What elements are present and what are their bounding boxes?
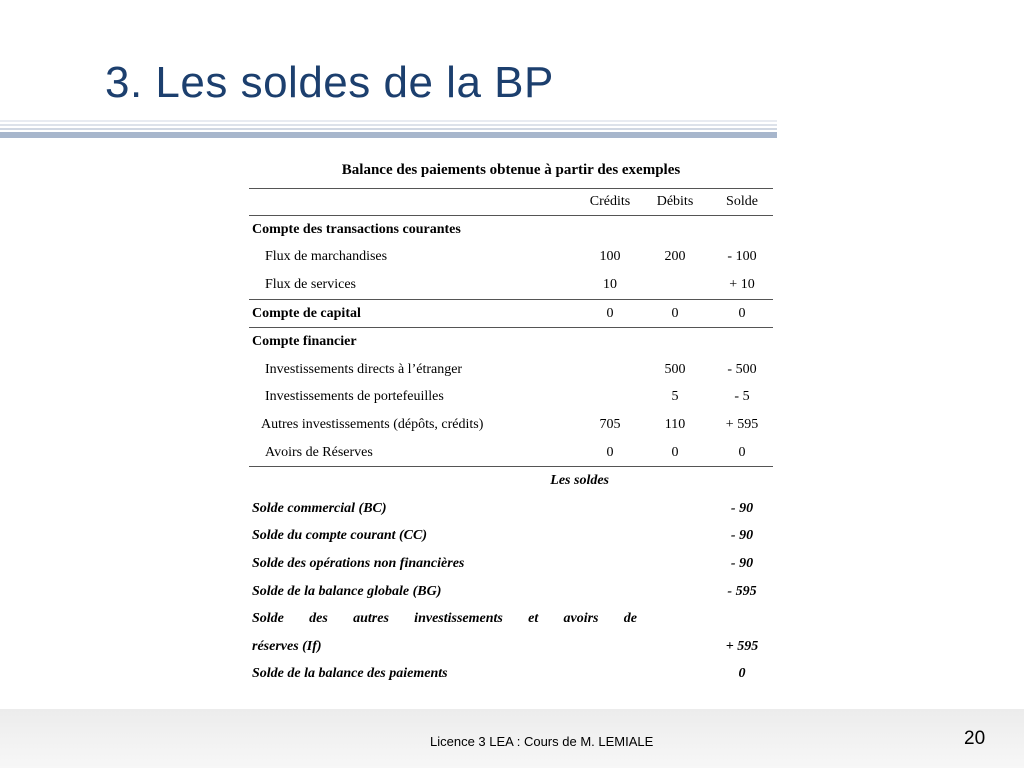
footer-text: Licence 3 LEA : Cours de M. LEMIALE (430, 734, 654, 749)
row-solde: - 100 (727, 249, 757, 265)
row-label: Avoirs de Réserves (265, 444, 373, 460)
table-caption: Balance des paiements obtenue à partir des exemples (341, 162, 681, 178)
header-credits: Crédits (581, 189, 639, 216)
row-credits: 705 (599, 416, 621, 432)
table-row (249, 439, 773, 467)
row-credits: 0 (606, 444, 614, 460)
table-row (249, 661, 773, 689)
row-solde: 0 (738, 444, 746, 460)
table-row (249, 384, 773, 412)
solde-value: 0 (738, 666, 746, 682)
section-header-row (249, 328, 773, 356)
row-solde: - 5 (734, 389, 750, 405)
section-title-financier: Compte financier (249, 328, 581, 356)
row-solde: + 595 (725, 416, 759, 432)
table-row (249, 356, 773, 384)
table-row (249, 271, 773, 299)
page-number: 20 (964, 728, 986, 749)
table-row (249, 605, 773, 633)
table-row (249, 523, 773, 551)
balance-table (249, 188, 773, 688)
balance-table-container (249, 152, 773, 688)
row-label: Investissements de portefeuilles (265, 389, 444, 405)
soldes-title-row (249, 467, 773, 495)
header-solde: Solde (711, 189, 773, 216)
row-credits: 10 (603, 276, 617, 292)
solde-label: Solde des opérations non financières (252, 555, 465, 571)
row-solde: - 500 (727, 361, 757, 377)
table-row (249, 411, 773, 439)
solde-value: - 90 (730, 528, 754, 544)
table-row-capital (249, 299, 773, 328)
row-debits: 500 (664, 361, 686, 377)
solde-value: - 90 (730, 500, 754, 516)
row-label: Flux de services (265, 276, 356, 292)
soldes-title: Les soldes (249, 467, 639, 495)
table-row (249, 633, 773, 661)
row-debits (639, 271, 711, 299)
table-row (249, 244, 773, 272)
table-row (249, 495, 773, 523)
row-debits: 0 (639, 299, 711, 328)
solde-value: - 90 (730, 555, 754, 571)
row-debits: 110 (664, 416, 686, 432)
solde-label: Solde de la balance globale (BG) (252, 583, 442, 599)
row-credits: 0 (581, 299, 639, 328)
row-solde: + 10 (729, 276, 755, 292)
section-title-transactions: Compte des transactions courantes (249, 216, 581, 244)
row-label: Autres investissements (dépôts, crédits) (261, 416, 484, 432)
row-credits (581, 356, 639, 384)
table-row (249, 550, 773, 578)
row-solde: 0 (711, 299, 773, 328)
solde-label: Solde du compte courant (CC) (252, 528, 428, 544)
slide-title: 3. Les soldes de la BP (105, 58, 554, 107)
section-header-row (249, 216, 773, 244)
title-underline-stripes (0, 120, 777, 141)
solde-label-line1: Solde des autres investissements et avoirs de (252, 611, 637, 627)
table-row (249, 578, 773, 606)
row-debits: 0 (671, 444, 679, 460)
row-credits: 100 (599, 249, 621, 265)
solde-label: Solde commercial (BC) (252, 500, 387, 516)
row-label: Investissements directs à l’étranger (265, 361, 463, 377)
row-debits: 5 (671, 389, 679, 405)
solde-label: Solde de la balance des paiements (252, 666, 448, 682)
row-debits: 200 (664, 249, 686, 265)
solde-value: + 595 (725, 638, 759, 654)
row-label: Compte de capital (249, 299, 581, 328)
row-label: Flux de marchandises (265, 249, 388, 265)
solde-label-line2: réserves (If) (252, 638, 322, 654)
row-credits (581, 384, 639, 412)
table-header-row (249, 189, 773, 216)
solde-value: - 595 (727, 583, 757, 599)
header-debits: Débits (639, 189, 711, 216)
